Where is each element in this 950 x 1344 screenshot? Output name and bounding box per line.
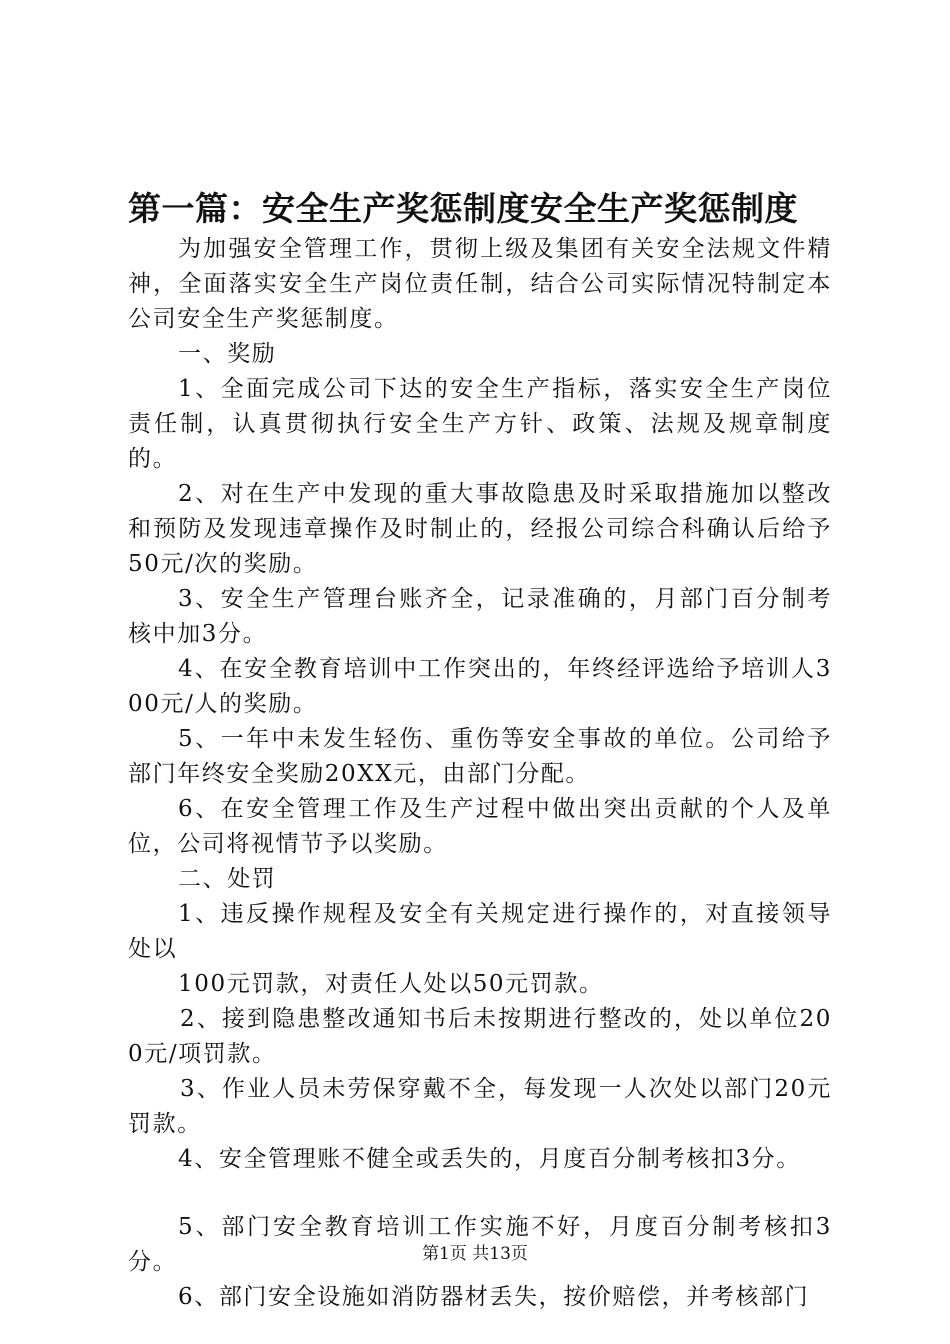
penalty-item-6: 6、部门安全设施如消防器材丢失，按价赔偿，并考核部门 <box>178 1284 810 1310</box>
penalty-item-1: 1、违反操作规程及安全有关规定进行操作的，对直接领导处以 <box>128 901 832 962</box>
section-heading-rewards: 一、奖励 <box>178 341 277 367</box>
penalty-item-4: 4、安全管理账不健全或丢失的，月度百分制考核扣3分。 <box>178 1146 801 1172</box>
reward-item-6: 6、在安全管理工作及生产过程中做出突出贡献的个人及单位，公司将视情节予以奖励。 <box>128 796 832 857</box>
document-title: 第一篇：安全生产奖惩制度安全生产奖惩制度 <box>128 189 798 228</box>
penalty-item-5: 5、部门安全教育培训工作实施不好，月度百分制考核扣3分。 <box>128 1214 832 1275</box>
section-heading-penalties: 二、处罚 <box>178 866 277 892</box>
reward-item-1: 1、全面完成公司下达的安全生产指标，落实安全生产岗位责任制，认真贯彻执行安全生产方针、政策、法规及规章制度的。 <box>128 376 832 472</box>
document-body <box>128 232 832 1315</box>
penalty-item-2: 2、接到隐患整改通知书后未按期进行整改的，处以单位200元/项罚款。 <box>128 1006 832 1067</box>
blank-line <box>128 1177 832 1210</box>
page-footer: 第1页 共13页 <box>422 1244 528 1264</box>
reward-item-2: 2、对在生产中发现的重大事故隐患及时采取措施加以整改和预防及发现违章操作及时制止的，经报公司综合科确认后给予50元/次的奖励。 <box>128 481 832 577</box>
intro-paragraph: 为加强安全管理工作，贯彻上级及集团有关安全法规文件精神，全面落实安全生产岗位责任制，结合公司实际情况特制定本公司安全生产奖惩制度。 <box>128 236 832 332</box>
reward-item-5: 5、一年中未发生轻伤、重伤等安全事故的单位。公司给予部门年终安全奖励20XX元，由部门分配。 <box>128 726 832 787</box>
penalty-item-3: 3、作业人员未劳保穿戴不全，每发现一人次处以部门20元罚款。 <box>128 1076 832 1137</box>
penalty-item-1-continued: 100元罚款，对责任人处以50元罚款。 <box>178 971 604 997</box>
reward-item-3: 3、安全生产管理台账齐全，记录准确的，月部门百分制考核中加3分。 <box>128 586 832 647</box>
reward-item-4: 4、在安全教育培训中工作突出的，年终经评选给予培训人300元/人的奖励。 <box>128 656 832 717</box>
